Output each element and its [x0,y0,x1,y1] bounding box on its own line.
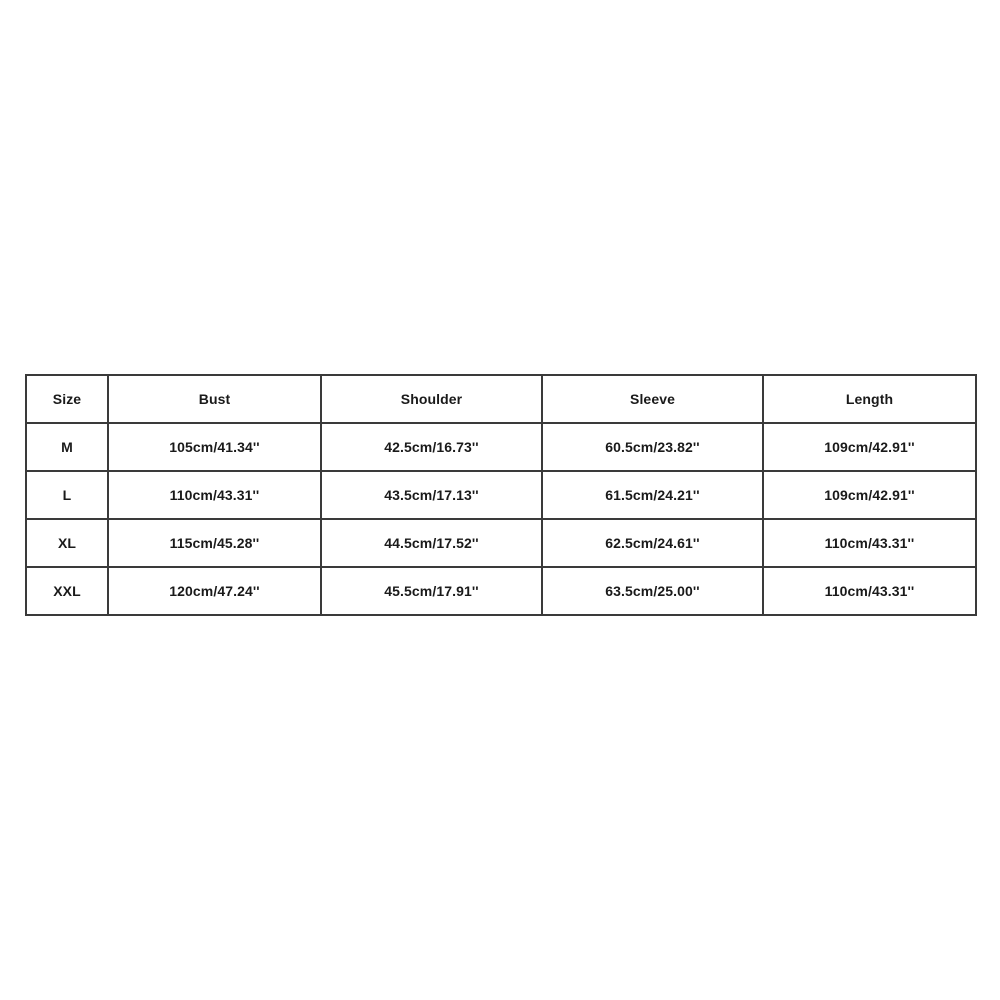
header-size: Size [26,375,108,423]
cell-sleeve: 63.5cm/25.00'' [542,567,763,615]
cell-length: 109cm/42.91'' [763,471,976,519]
table-header-row [26,375,976,423]
cell-bust: 120cm/47.24'' [108,567,321,615]
cell-size: XL [26,519,108,567]
cell-shoulder: 44.5cm/17.52'' [321,519,542,567]
cell-shoulder: 43.5cm/17.13'' [321,471,542,519]
table-row [26,423,976,471]
cell-shoulder: 42.5cm/16.73'' [321,423,542,471]
cell-bust: 115cm/45.28'' [108,519,321,567]
table-row [26,519,976,567]
cell-sleeve: 60.5cm/23.82'' [542,423,763,471]
header-shoulder: Shoulder [321,375,542,423]
header-length: Length [763,375,976,423]
cell-bust: 105cm/41.34'' [108,423,321,471]
size-chart-table [25,374,977,616]
table-row [26,567,976,615]
cell-size: M [26,423,108,471]
header-sleeve: Sleeve [542,375,763,423]
cell-length: 110cm/43.31'' [763,567,976,615]
cell-length: 110cm/43.31'' [763,519,976,567]
table-row [26,471,976,519]
cell-length: 109cm/42.91'' [763,423,976,471]
cell-sleeve: 62.5cm/24.61'' [542,519,763,567]
cell-bust: 110cm/43.31'' [108,471,321,519]
cell-size: XXL [26,567,108,615]
header-bust: Bust [108,375,321,423]
cell-shoulder: 45.5cm/17.91'' [321,567,542,615]
cell-size: L [26,471,108,519]
cell-sleeve: 61.5cm/24.21'' [542,471,763,519]
